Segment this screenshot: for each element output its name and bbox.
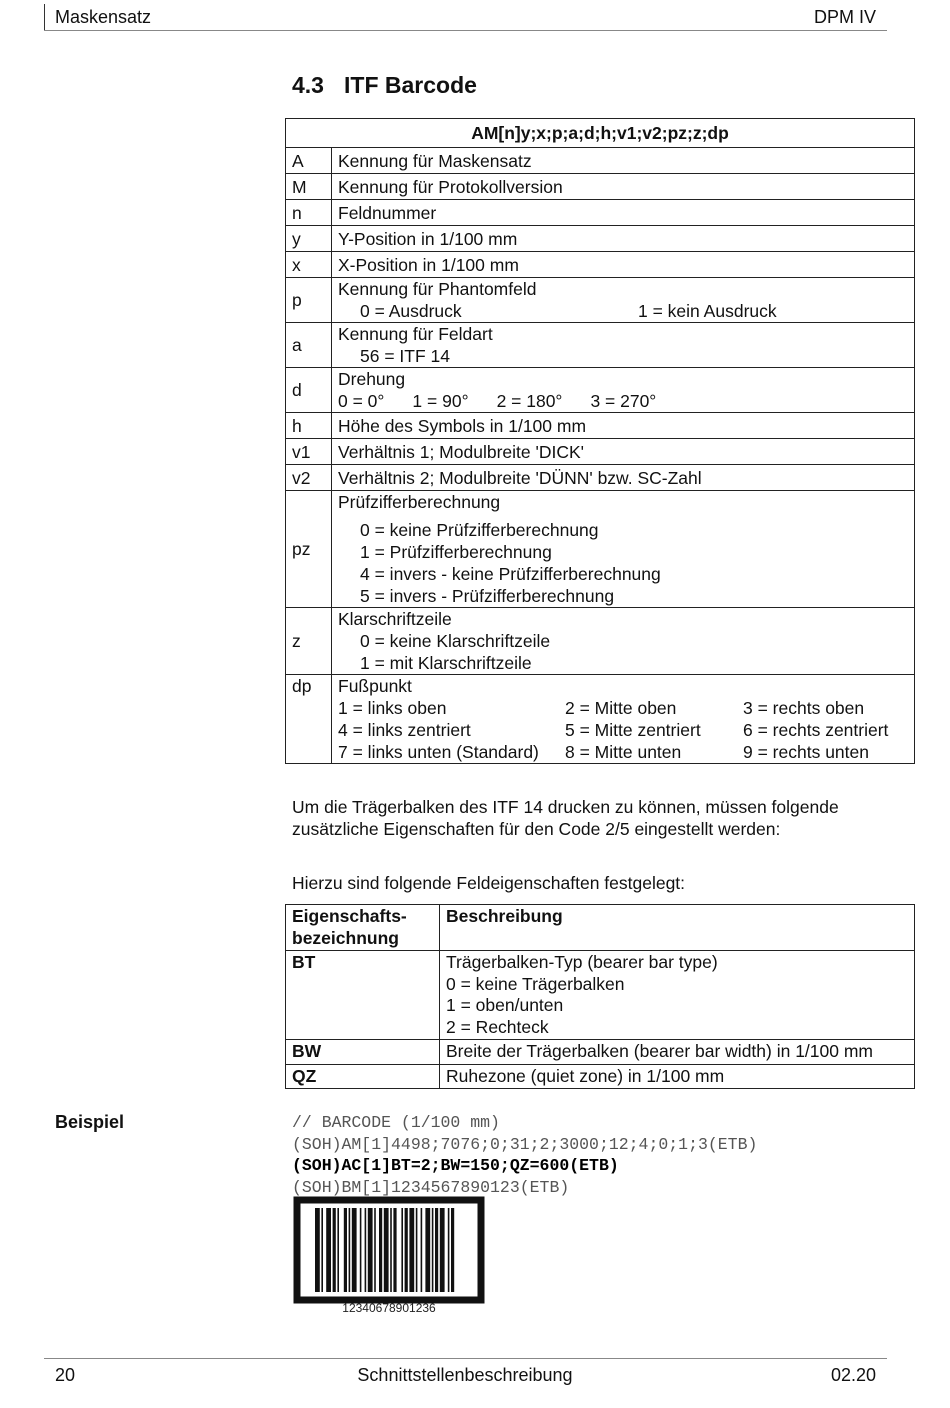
param-desc: Y-Position in 1/100 mm — [332, 226, 915, 252]
desc-line: 1 = oben/unten — [446, 995, 564, 1015]
desc-line: 0 = keine Trägerbalken — [446, 973, 625, 994]
param-title: Fußpunkt — [338, 676, 412, 696]
barcode-bar — [448, 1208, 450, 1292]
param-desc: Kennung für Maskensatz — [332, 148, 915, 174]
option: 0 = Ausdruck — [360, 301, 462, 321]
param-key: v1 — [286, 439, 332, 465]
option: 5 = Mitte zentriert — [565, 720, 701, 740]
barcode-bar — [432, 1208, 434, 1292]
option: 3 = rechts oben — [743, 698, 865, 718]
param-key: pz — [286, 491, 332, 608]
footer-date: 02.20 — [830, 1365, 876, 1385]
header-divider — [44, 30, 887, 31]
option: 0 = keine Klarschriftzeile — [360, 631, 551, 651]
property-name: QZ — [286, 1064, 440, 1089]
intro-paragraph: Um die Trägerbalken des ITF 14 drucken zu können, müssen folgende zusätzliche Eigenschaften für den Code 2/5 eingestellt werden: — [292, 797, 839, 839]
option: 8 = Mitte unten — [565, 742, 682, 762]
param-key: a — [286, 323, 332, 368]
param-key: n — [286, 200, 332, 226]
option: 1 = kein Ausdruck — [638, 301, 777, 321]
barcode-bar — [333, 1208, 336, 1292]
barcode-bar — [344, 1208, 347, 1292]
option: 0 = keine Prüfzifferberechnung — [360, 520, 599, 540]
syntax-table — [285, 118, 915, 764]
header-right: DPM IV — [813, 7, 876, 27]
param-key: v2 — [286, 465, 332, 491]
param-desc-plaintext — [332, 608, 915, 675]
param-desc: Feldnummer — [332, 200, 915, 226]
desc-line: Trägerbalken-Typ (bearer bar type) — [446, 952, 718, 972]
param-key: x — [286, 252, 332, 278]
barcode-bar — [321, 1208, 323, 1292]
param-desc: Kennung für Protokollversion — [332, 174, 915, 200]
option: 3 = 270° — [590, 391, 657, 411]
code-line: (SOH)BM[1]1234567890123(ETB) — [292, 1177, 570, 1197]
barcode-bar — [435, 1208, 438, 1292]
barcode-bar — [409, 1208, 414, 1292]
example-label: Beispiel — [55, 1112, 125, 1132]
footer-divider — [44, 1358, 887, 1359]
option: 1 = Prüfzifferberechnung — [360, 542, 552, 562]
property-description: Ruhezone (quiet zone) in 1/100 mm — [440, 1064, 915, 1089]
param-title: Kennung für Phantomfeld — [338, 279, 537, 299]
barcode-image — [293, 1196, 485, 1318]
param-desc-fieldtype — [332, 323, 915, 368]
command-syntax: AM[n]y;x;p;a;d;h;v1;v2;pz;z;dp — [286, 119, 915, 148]
code-line: // BARCODE (1/100 mm) — [292, 1113, 500, 1132]
param-key: M — [286, 174, 332, 200]
option: 5 = invers - Prüfzifferberechnung — [360, 586, 615, 606]
param-title: Kennung für Feldart — [338, 324, 493, 344]
param-key: z — [286, 608, 332, 675]
barcode-bar — [352, 1208, 357, 1292]
section-number: 4.3 — [292, 72, 324, 98]
option: 2 = Mitte oben — [565, 698, 677, 718]
param-title: Klarschriftzeile — [338, 609, 452, 629]
barcode-bar — [360, 1208, 362, 1292]
option: 0 = 0° — [338, 391, 385, 411]
code-line-highlight: (SOH)AC[1]BT=2;BW=150;QZ=600(ETB) — [292, 1156, 619, 1175]
barcode-bar — [451, 1208, 454, 1292]
barcode-text: 12340678901236 — [342, 1301, 436, 1315]
barcode-bar — [393, 1208, 396, 1292]
option: 2 = 180° — [496, 391, 563, 411]
barcode-bar — [401, 1208, 403, 1292]
barcode-bar — [368, 1208, 373, 1292]
barcode-bar — [374, 1208, 376, 1292]
example-code — [292, 1112, 757, 1198]
option: 9 = rechts unten — [743, 742, 869, 762]
option: 4 = invers - keine Prüfzifferberechnung — [360, 564, 661, 584]
option: 1 = links oben — [338, 698, 447, 718]
param-desc-anchor — [332, 675, 915, 764]
properties-table — [285, 904, 915, 1089]
column-header-description: Beschreibung — [440, 905, 915, 951]
barcode-bar — [315, 1208, 320, 1292]
param-key: y — [286, 226, 332, 252]
param-desc: Höhe des Symbols in 1/100 mm — [332, 413, 915, 439]
barcode-bar — [405, 1208, 408, 1292]
option: 56 = ITF 14 — [360, 346, 450, 366]
barcode-bar — [365, 1208, 367, 1292]
param-desc-rotation — [332, 368, 915, 413]
property-description: Breite der Trägerbalken (bearer bar width) in 1/100 mm — [440, 1040, 915, 1065]
param-key: h — [286, 413, 332, 439]
param-desc: Verhältnis 2; Modulbreite 'DÜNN' bzw. SC-Zahl — [332, 465, 915, 491]
barcode-bar — [425, 1208, 430, 1292]
property-name: BT — [286, 951, 440, 1040]
barcode-bar — [416, 1208, 418, 1292]
param-desc: X-Position in 1/100 mm — [332, 252, 915, 278]
barcode-bar — [337, 1208, 339, 1292]
option: 4 = links zentriert — [338, 720, 471, 740]
barcode-bar — [326, 1208, 331, 1292]
barcode-bar — [349, 1208, 351, 1292]
header-left: Maskensatz — [44, 4, 151, 30]
option: 7 = links unten (Standard) — [338, 742, 539, 762]
section-heading — [292, 72, 477, 99]
page-number: 20 — [55, 1365, 76, 1385]
param-desc-checkdigit — [332, 491, 915, 608]
barcode-bar — [440, 1208, 445, 1292]
barcode-bar — [390, 1208, 392, 1292]
param-key: A — [286, 148, 332, 174]
option: 1 = 90° — [412, 391, 469, 411]
section-title: ITF Barcode — [344, 72, 477, 98]
column-header-name: Eigenschafts-bezeichnung — [286, 905, 440, 951]
properties-intro: Hierzu sind folgende Feldeigenschaften festgelegt: — [292, 873, 686, 893]
barcode-bar — [421, 1208, 423, 1292]
param-desc-phantom — [332, 278, 915, 323]
param-desc: Verhältnis 1; Modulbreite 'DICK' — [332, 439, 915, 465]
property-name: BW — [286, 1040, 440, 1065]
param-key: dp — [286, 675, 332, 764]
option: 1 = mit Klarschriftzeile — [360, 653, 532, 673]
code-line: (SOH)AM[1]4498;7076;0;31;2;3000;12;4;0;1;3(ETB) — [292, 1134, 758, 1154]
param-key: p — [286, 278, 332, 323]
param-title: Prüfzifferberechnung — [338, 492, 501, 512]
barcode-bar — [379, 1208, 382, 1292]
barcode-bar — [384, 1208, 389, 1292]
param-key: d — [286, 368, 332, 413]
option: 6 = rechts zentriert — [743, 720, 889, 740]
footer-title: Schnittstellenbeschreibung — [357, 1365, 573, 1385]
property-description — [440, 951, 915, 1040]
desc-line: 2 = Rechteck — [446, 1016, 549, 1037]
param-title: Drehung — [338, 369, 406, 389]
